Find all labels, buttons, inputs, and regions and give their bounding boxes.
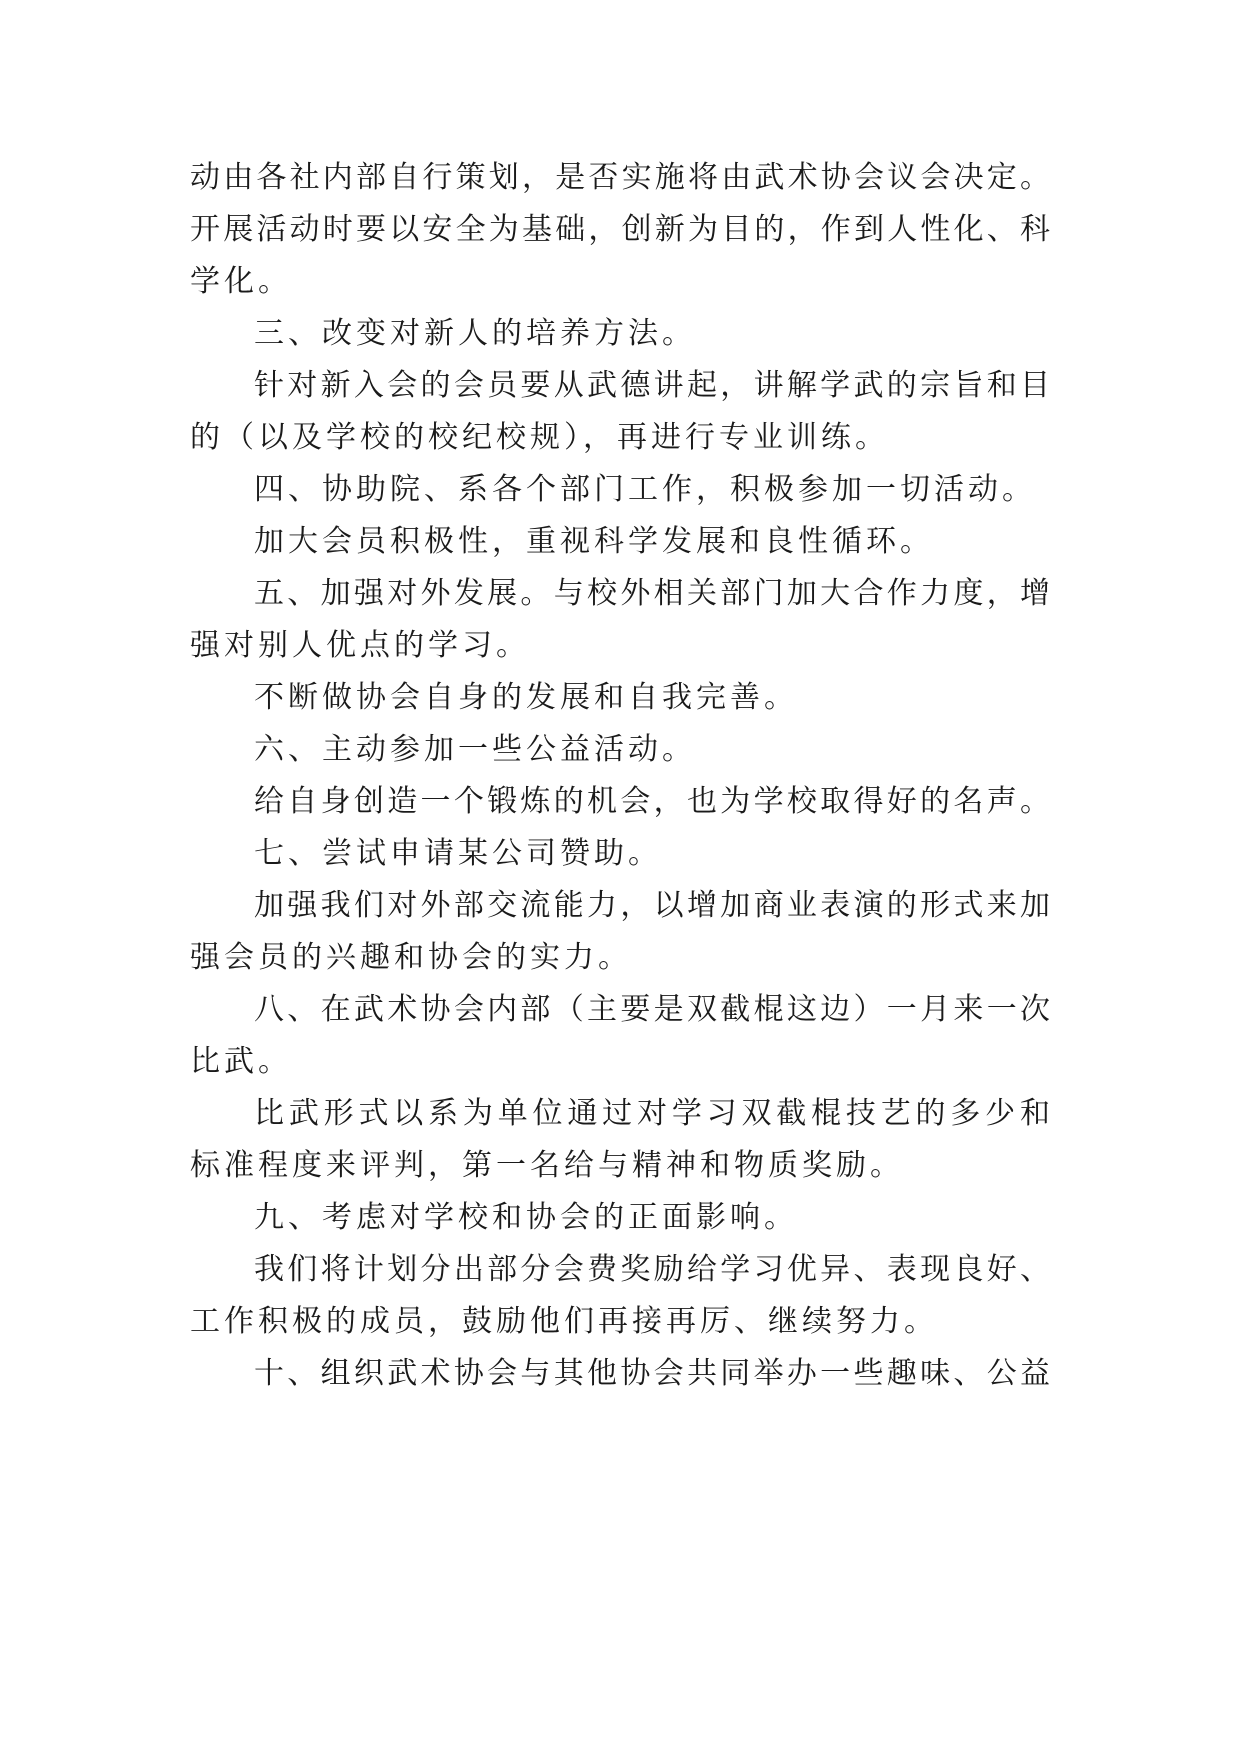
text-line: 我们将计划分出部分会费奖励给学习优异、表现良好、 [254, 1252, 1050, 1287]
text-line: 工作积极的成员，鼓励他们再接再厉、继续努力。 [190, 1304, 938, 1339]
text-line: 比武形式以系为单位通过对学习双截棍技艺的多少和 [254, 1096, 1050, 1131]
text-line: 学化。 [190, 264, 292, 299]
text-line: 动由各社内部自行策划，是否实施将由武术协会议会决定。 [190, 160, 1050, 195]
text-line: 强对别人优点的学习。 [190, 628, 530, 663]
text-line: 的（以及学校的校纪校规），再进行专业训练。 [190, 420, 889, 455]
text-line: 开展活动时要以安全为基础，创新为目的，作到人性化、科 [190, 212, 1050, 247]
text-line: 比武。 [190, 1044, 292, 1079]
text-line: 标准程度来评判，第一名给与精神和物质奖励。 [190, 1148, 904, 1183]
text-line: 加强我们对外部交流能力，以增加商业表演的形式来加 [254, 888, 1050, 923]
section-heading: 四、协助院、系各个部门工作，积极参加一切活动。 [254, 472, 1036, 507]
section-heading: 八、在武术协会内部（主要是双截棍这边）一月来一次 [254, 992, 1050, 1027]
section-heading: 六、主动参加一些公益活动。 [254, 732, 696, 767]
section-heading: 九、考虑对学校和协会的正面影响。 [254, 1200, 798, 1235]
text-line: 不断做协会自身的发展和自我完善。 [254, 680, 798, 715]
section-heading: 三、改变对新人的培养方法。 [254, 316, 696, 351]
section-heading: 十、组织武术协会与其他协会共同举办一些趣味、公益 [254, 1356, 1050, 1391]
text-line: 强会员的兴趣和协会的实力。 [190, 940, 632, 975]
section-heading: 七、尝试申请某公司赞助。 [254, 836, 662, 871]
text-line: 针对新入会的会员要从武德讲起，讲解学武的宗旨和目 [254, 368, 1050, 403]
text-line: 加大会员积极性，重视科学发展和良性循环。 [254, 524, 934, 559]
text-line: 给自身创造一个锻炼的机会，也为学校取得好的名声。 [254, 784, 1050, 819]
section-heading: 五、加强对外发展。与校外相关部门加大合作力度，增 [254, 576, 1050, 611]
